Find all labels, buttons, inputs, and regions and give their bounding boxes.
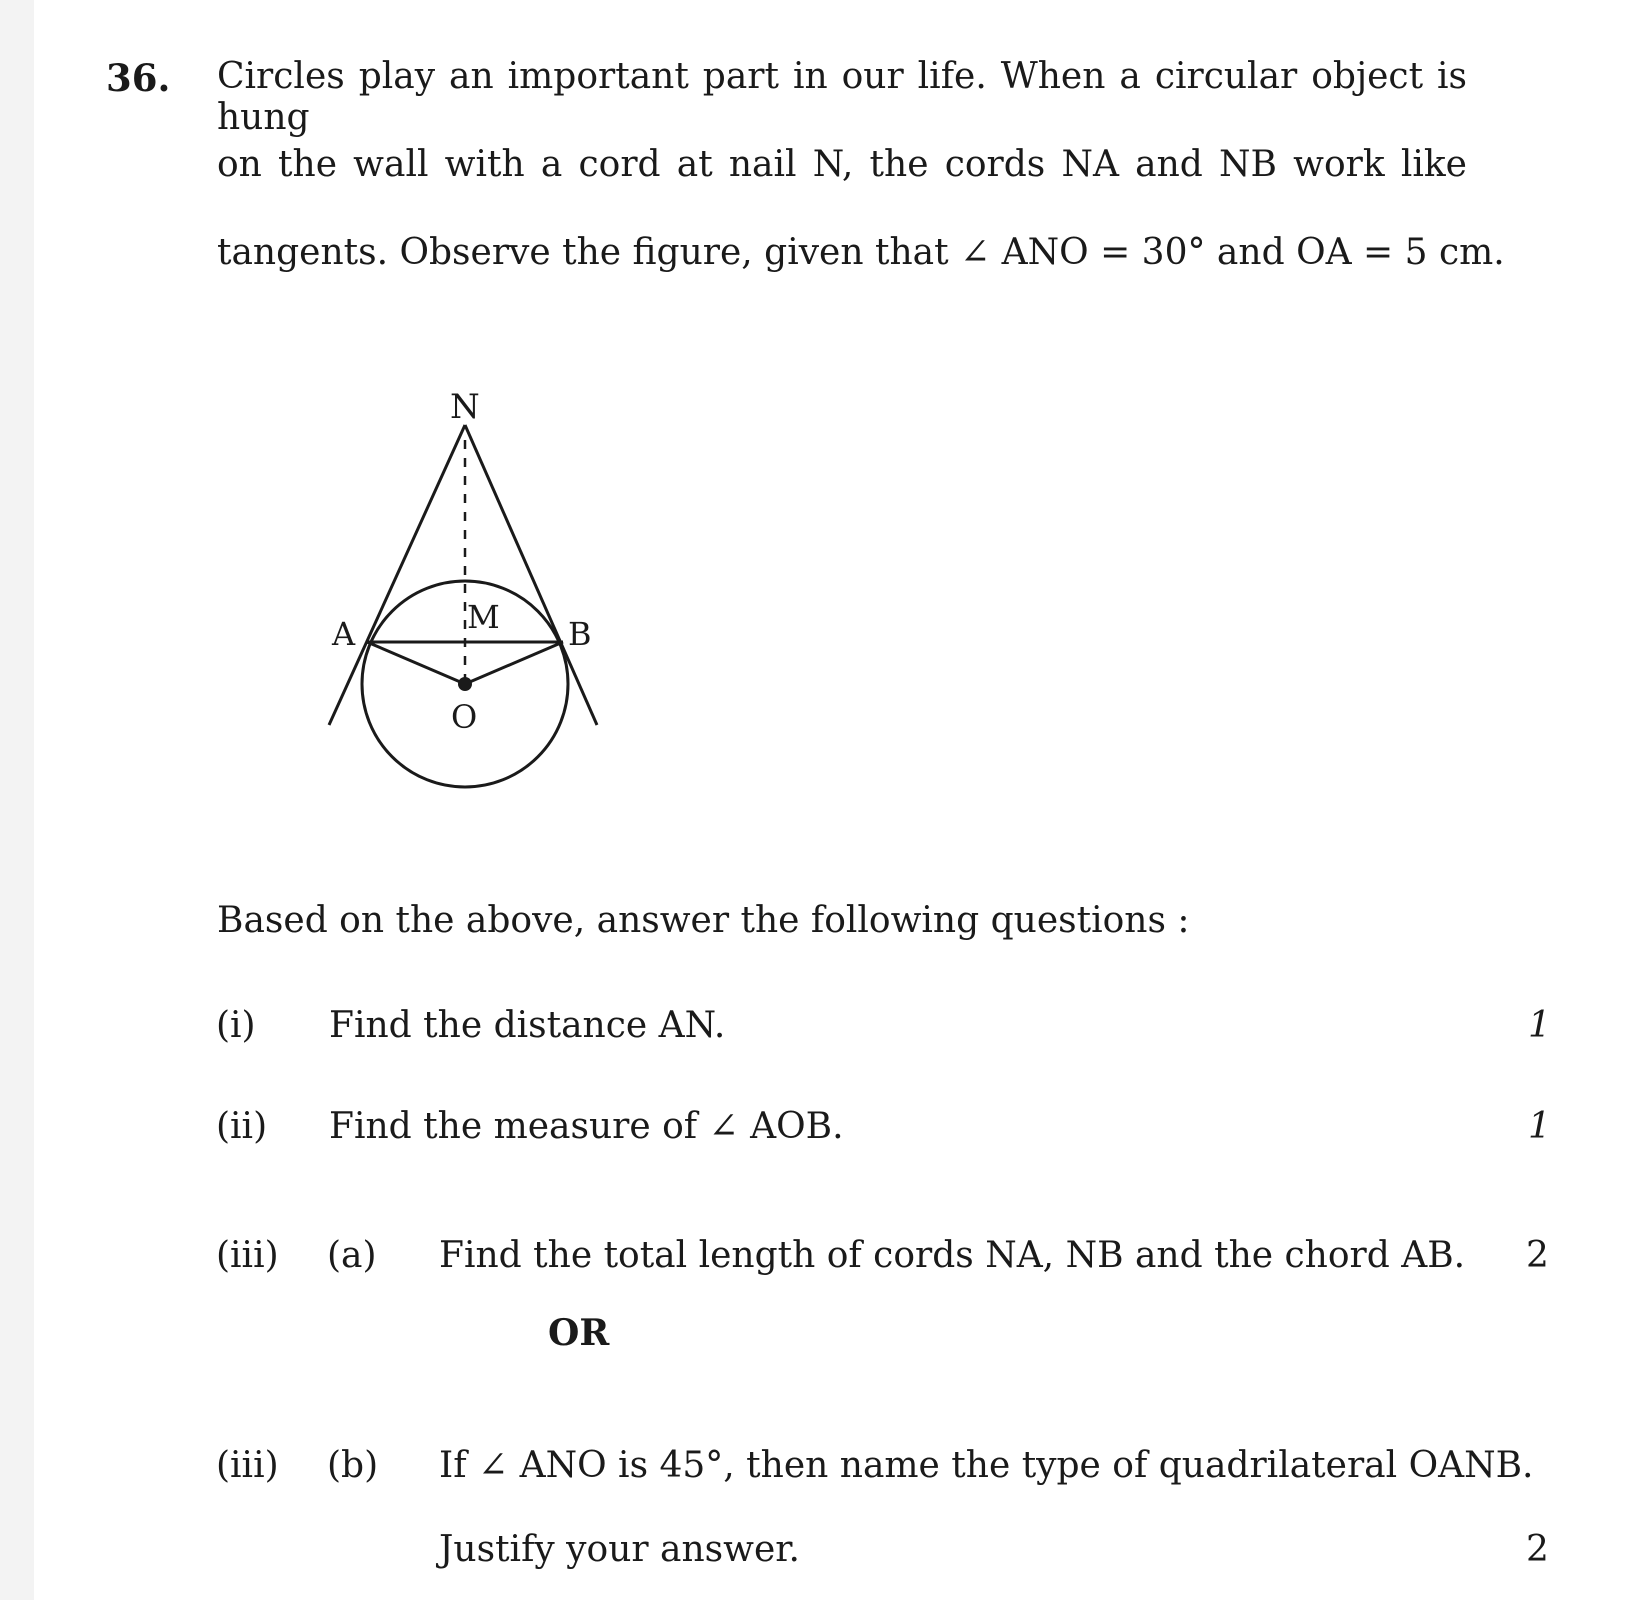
subquestion-label: (iii) — [216, 1445, 279, 1486]
subquestion-label: (i) — [216, 1005, 256, 1046]
label-b: B — [568, 615, 592, 653]
question-stem-line-3: tangents. Observe the figure, given that ∠ ANO = 30° and OA = 5 cm. — [217, 232, 1505, 273]
label-a: A — [332, 615, 356, 653]
radius-ob — [465, 642, 563, 684]
or-separator: OR — [548, 1312, 610, 1354]
marks-value: 2 — [1526, 1235, 1549, 1276]
question-number: 36. — [106, 56, 171, 100]
label-m: M — [467, 598, 500, 636]
question-stem-line-1: Circles play an important part in our life. When a circular object is hung — [217, 56, 1467, 138]
subquestion-text-continued: Justify your answer. — [439, 1529, 800, 1570]
radius-oa — [367, 642, 465, 684]
label-o: O — [451, 698, 478, 736]
question-stem-line-2: on the wall with a cord at nail N, the cords NA and NB work like — [217, 144, 1467, 185]
subquestion-label: (iii) — [216, 1235, 279, 1276]
center-point-o — [458, 677, 472, 691]
subquestion-part: (b) — [327, 1445, 379, 1486]
label-n: N — [450, 387, 480, 427]
tangent-na — [329, 425, 465, 725]
instructions-text: Based on the above, answer the following questions : — [217, 900, 1190, 941]
subquestion-text: Find the total length of cords NA, NB and the chord AB. — [439, 1235, 1466, 1276]
marks-value: 2 — [1526, 1529, 1549, 1570]
subquestion-part: (a) — [327, 1235, 377, 1276]
tangent-nb — [465, 425, 597, 725]
subquestion-text: Find the measure of ∠ AOB. — [329, 1106, 844, 1147]
subquestion-label: (ii) — [216, 1106, 268, 1147]
subquestion-text: If ∠ ANO is 45°, then name the type of quadrilateral OANB. — [439, 1445, 1534, 1486]
marks-value: 1 — [1528, 1106, 1551, 1147]
marks-value: 1 — [1528, 1005, 1551, 1046]
subquestion-text: Find the distance AN. — [329, 1005, 726, 1046]
